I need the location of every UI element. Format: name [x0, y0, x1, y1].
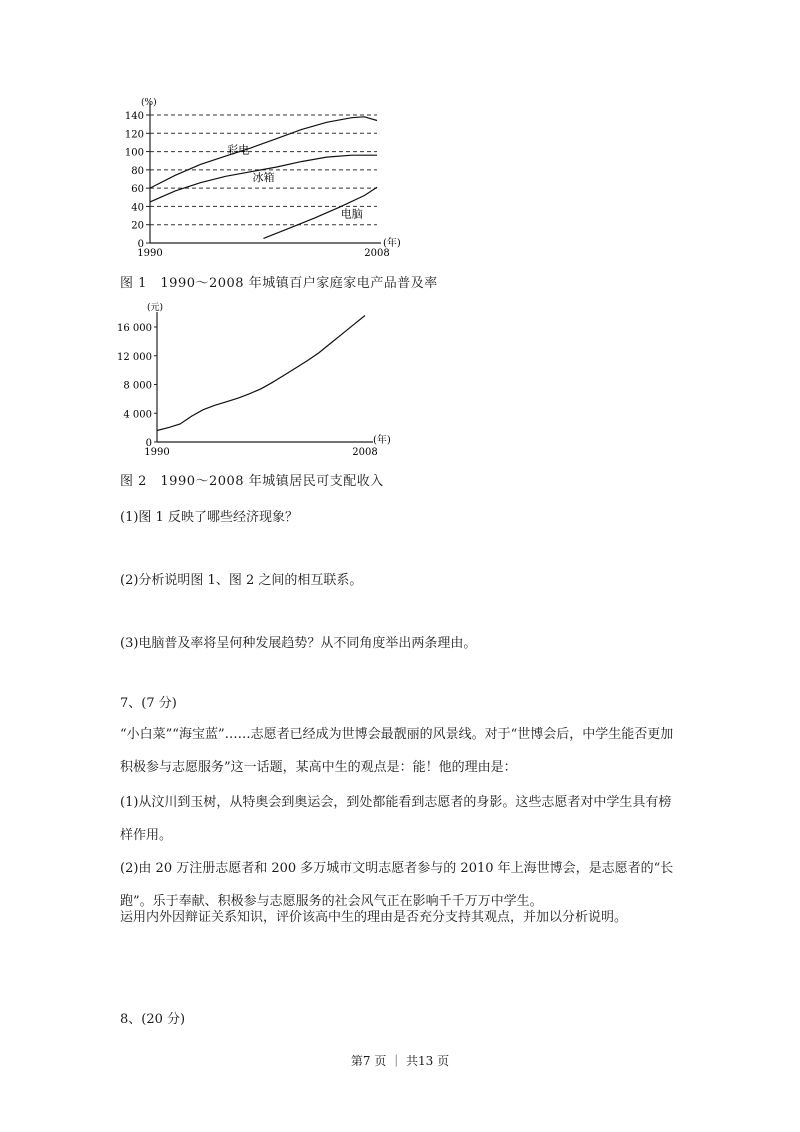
y-tick-label: 120 [124, 129, 144, 141]
y-tick-label: 80 [131, 165, 144, 177]
question-3: (3)电脑普及率将呈何种发展趋势？从不同角度举出两条理由。 [120, 636, 477, 651]
question-2: (2)分析说明图 1、图 2 之间的相互联系。 [120, 573, 363, 588]
chart-appliance-penetration [115, 95, 415, 265]
y-tick-label: 12 000 [117, 351, 152, 363]
question-8-heading: 8、(20 分) [120, 1012, 186, 1027]
y-axis-label: (元) [147, 303, 164, 313]
series-label: 冰箱 [252, 170, 275, 184]
x-tick-label: 2008 [364, 248, 390, 259]
y-tick-label: 8 000 [123, 380, 152, 392]
x-tick-label: 1990 [137, 248, 163, 259]
x-axis-label: (年) [373, 435, 391, 446]
y-tick-label: 16 000 [117, 323, 152, 334]
y-tick-label: 40 [131, 202, 144, 214]
page-footer: 第7 页 ｜ 共13 页 [350, 1054, 450, 1068]
figure-2-caption: 图 2 1990～2008 年城镇居民可支配收入 [120, 474, 384, 489]
question-7-intro: “小白菜”“海宝蓝”……志愿者已经成为世博会最靓丽的风景线。对于“世博会后，中学生能否更加积极参与志愿服务”这一话题，某高中生的观点是：能！他的理由是： [120, 727, 674, 775]
question-7-reason-1: (1)从汶川到玉树，从特奥会到奥运会，到处都能看到志愿者的身影。这些志愿者对中学生具有榜样作用。 [120, 795, 672, 843]
y-tick-label: 100 [124, 147, 144, 159]
y-tick-label: 140 [124, 111, 144, 122]
y-tick-label: 0 [137, 239, 144, 250]
x-tick-label: 1990 [144, 447, 170, 458]
chart-disposable-income [115, 300, 405, 465]
series-label: 彩电 [227, 143, 250, 157]
y-tick-label: 0 [145, 438, 152, 449]
series-label: 电脑 [340, 207, 363, 221]
question-7-heading: 7、(7 分) [120, 696, 177, 711]
x-tick-label: 2008 [352, 447, 378, 458]
question-1: (1)图 1 反映了哪些经济现象？ [120, 510, 298, 525]
y-tick-label: 60 [131, 184, 144, 196]
y-tick-label: 4 000 [123, 409, 152, 421]
income-line [157, 316, 365, 431]
question-7-reason-2: (2)由 20 万注册志愿者和 200 多万城市文明志愿者参与的 2010 年上海世博会，是志愿者的“长跑”。乐于奉献、积极参与志愿服务的社会风气正在影响千千万万中学生。 [120, 861, 674, 909]
y-tick-label: 20 [131, 220, 144, 232]
x-axis-label: (年) [383, 238, 401, 249]
figure-1-caption: 图 1 1990～2008 年城镇百户家庭家电产品普及率 [120, 276, 438, 291]
y-axis-label: (%) [141, 98, 157, 108]
question-7-task: 运用内外因辩证关系知识，评价该高中生的理由是否充分支持其观点，并加以分析说明。 [120, 910, 628, 925]
